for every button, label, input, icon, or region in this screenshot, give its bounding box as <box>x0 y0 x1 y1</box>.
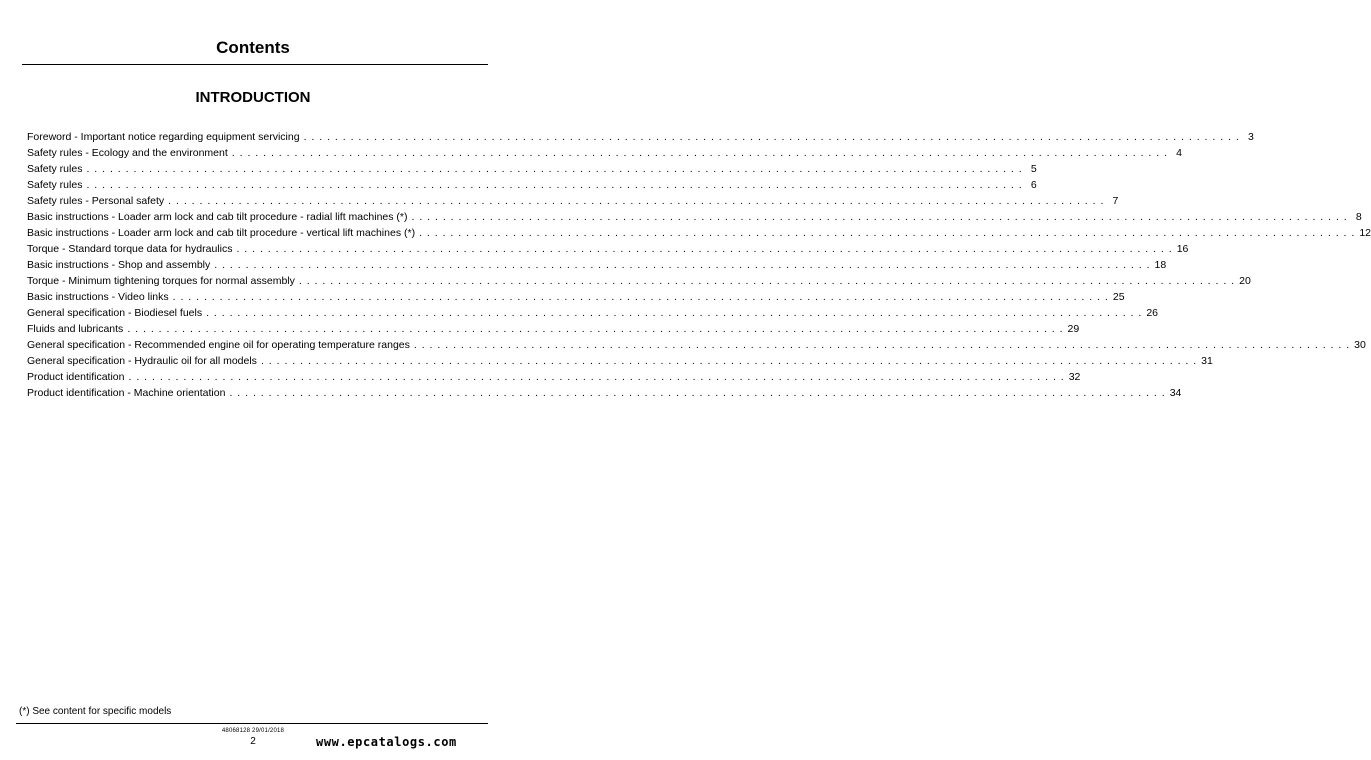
toc-dot-leader: . . . . . . . . . . . . . . . . . . . . . . . . . . . . . . . . . . . . . . . . . . . . . . . . . . . . . . . . . . . . . . . . . . . . . . . . . . . . . . . . . . . . . . . . . . . . . . . . . . . . . . . . . . . . . . . . . . . . . . . . <box>168 195 1105 207</box>
footnote: (*) See content for specific models <box>19 706 172 717</box>
toc-entry-label: Foreword - Important notice regarding equipment servicing <box>27 131 300 143</box>
toc-entry-label: Safety rules <box>27 179 83 191</box>
toc-entry[interactable] <box>27 321 1080 337</box>
toc-entry[interactable] <box>27 369 1081 385</box>
toc-entry-page: 18 <box>1154 259 1167 271</box>
toc-entry-page: 3 <box>1247 131 1254 143</box>
toc-entry[interactable] <box>27 161 1037 177</box>
toc-entry-label: Basic instructions - Video links <box>27 291 169 303</box>
toc-entry-page: 30 <box>1354 339 1366 351</box>
footer-divider <box>16 723 488 724</box>
title-divider <box>22 64 488 65</box>
toc-entry[interactable] <box>27 129 1254 145</box>
toc-entry-page: 12 <box>1359 227 1371 239</box>
toc-entry-label: Product identification - Machine orientation <box>27 387 226 399</box>
toc-entry-page: 25 <box>1112 291 1125 303</box>
toc-entry[interactable] <box>27 289 1125 305</box>
toc-dot-leader: . . . . . . . . . . . . . . . . . . . . . . . . . . . . . . . . . . . . . . . . . . . . . . . . . . . . . . . . . . . . . . . . . . . . . . . . . . . . . . . . . . . . . . . . . . . . . . . . . . . . . . . . . . . . . . . . . . . . . . . . <box>127 323 1064 335</box>
toc-dot-leader: . . . . . . . . . . . . . . . . . . . . . . . . . . . . . . . . . . . . . . . . . . . . . . . . . . . . . . . . . . . . . . . . . . . . . . . . . . . . . . . . . . . . . . . . . . . . . . . . . . . . . . . . . . . . . . . . . . . . . . . . <box>214 259 1151 271</box>
toc-entry[interactable] <box>27 241 1189 257</box>
toc-entry[interactable] <box>27 385 1182 401</box>
toc-entry-page: 7 <box>1112 195 1119 207</box>
toc-entry[interactable] <box>27 177 1037 193</box>
toc-dot-leader: . . . . . . . . . . . . . . . . . . . . . . . . . . . . . . . . . . . . . . . . . . . . . . . . . . . . . . . . . . . . . . . . . . . . . . . . . . . . . . . . . . . . . . . . . . . . . . . . . . . . . . . . . . . . . . . . . . . . . . . . <box>411 211 1348 223</box>
toc-entry-label: Basic instructions - Shop and assembly <box>27 259 211 271</box>
toc-entry-label: General specification - Recommended engine oil for operating temperature ranges <box>27 339 410 351</box>
toc-entry-page: 34 <box>1169 387 1182 399</box>
toc-entry-page: 16 <box>1176 243 1189 255</box>
toc-entry-label: Safety rules - Personal safety <box>27 195 165 207</box>
toc-dot-leader: . . . . . . . . . . . . . . . . . . . . . . . . . . . . . . . . . . . . . . . . . . . . . . . . . . . . . . . . . . . . . . . . . . . . . . . . . . . . . . . . . . . . . . . . . . . . . . . . . . . . . . . . . . . . . . . . . . . . . . . . <box>86 163 1023 175</box>
table-of-contents <box>27 129 1371 401</box>
toc-dot-leader: . . . . . . . . . . . . . . . . . . . . . . . . . . . . . . . . . . . . . . . . . . . . . . . . . . . . . . . . . . . . . . . . . . . . . . . . . . . . . . . . . . . . . . . . . . . . . . . . . . . . . . . . . . . . . . . . . . . . . . . . <box>231 147 1169 159</box>
toc-dot-leader: . . . . . . . . . . . . . . . . . . . . . . . . . . . . . . . . . . . . . . . . . . . . . . . . . . . . . . . . . . . . . . . . . . . . . . . . . . . . . . . . . . . . . . . . . . . . . . . . . . . . . . . . . . . . . . . . . . . . . . . . <box>260 355 1198 367</box>
document-reference: 48068128 29/01/2018 <box>221 728 285 734</box>
toc-entry-page: 29 <box>1067 323 1080 335</box>
toc-dot-leader: . . . . . . . . . . . . . . . . . . . . . . . . . . . . . . . . . . . . . . . . . . . . . . . . . . . . . . . . . . . . . . . . . . . . . . . . . . . . . . . . . . . . . . . . . . . . . . . . . . . . . . . . . . . . . . . . . . . . . . . . <box>298 275 1236 287</box>
toc-entry-label: Safety rules <box>27 163 83 175</box>
toc-entry-page: 20 <box>1239 275 1251 287</box>
toc-dot-leader: . . . . . . . . . . . . . . . . . . . . . . . . . . . . . . . . . . . . . . . . . . . . . . . . . . . . . . . . . . . . . . . . . . . . . . . . . . . . . . . . . . . . . . . . . . . . . . . . . . . . . . . . . . . . . . . . . . . . . . . . <box>303 131 1240 143</box>
toc-dot-leader: . . . . . . . . . . . . . . . . . . . . . . . . . . . . . . . . . . . . . . . . . . . . . . . . . . . . . . . . . . . . . . . . . . . . . . . . . . . . . . . . . . . . . . . . . . . . . . . . . . . . . . . . . . . . . . . . . . . . . . . . <box>236 243 1173 255</box>
toc-entry-page: 8 <box>1355 211 1362 223</box>
toc-dot-leader: . . . . . . . . . . . . . . . . . . . . . . . . . . . . . . . . . . . . . . . . . . . . . . . . . . . . . . . . . . . . . . . . . . . . . . . . . . . . . . . . . . . . . . . . . . . . . . . . . . . . . . . . . . . . . . . . . . . . . . . . <box>128 371 1065 383</box>
toc-dot-leader: . . . . . . . . . . . . . . . . . . . . . . . . . . . . . . . . . . . . . . . . . . . . . . . . . . . . . . . . . . . . . . . . . . . . . . . . . . . . . . . . . . . . . . . . . . . . . . . . . . . . . . . . . . . . . . . . . . . . . . . . <box>419 227 1356 239</box>
toc-dot-leader: . . . . . . . . . . . . . . . . . . . . . . . . . . . . . . . . . . . . . . . . . . . . . . . . . . . . . . . . . . . . . . . . . . . . . . . . . . . . . . . . . . . . . . . . . . . . . . . . . . . . . . . . . . . . . . . . . . . . . . . . <box>86 179 1023 191</box>
toc-entry-page: 32 <box>1068 371 1081 383</box>
toc-entry[interactable] <box>27 257 1167 273</box>
toc-entry-label: Product identification <box>27 371 125 383</box>
toc-entry[interactable] <box>27 193 1119 209</box>
page-title: Contents <box>216 38 290 57</box>
watermark: www.epcatalogs.com <box>316 735 457 749</box>
toc-entry-label: Torque - Standard torque data for hydraulics <box>27 243 233 255</box>
toc-entry[interactable] <box>27 337 1366 353</box>
toc-entry-label: Torque - Minimum tightening torques for normal assembly <box>27 275 295 287</box>
toc-entry-label: Basic instructions - Loader arm lock and cab tilt procedure - vertical lift machines (*) <box>27 227 416 239</box>
toc-dot-leader: . . . . . . . . . . . . . . . . . . . . . . . . . . . . . . . . . . . . . . . . . . . . . . . . . . . . . . . . . . . . . . . . . . . . . . . . . . . . . . . . . . . . . . . . . . . . . . . . . . . . . . . . . . . . . . . . . . . . . . . . <box>206 307 1143 319</box>
toc-entry-page: 4 <box>1176 147 1183 159</box>
toc-dot-leader: . . . . . . . . . . . . . . . . . . . . . . . . . . . . . . . . . . . . . . . . . . . . . . . . . . . . . . . . . . . . . . . . . . . . . . . . . . . . . . . . . . . . . . . . . . . . . . . . . . . . . . . . . . . . . . . . . . . . . . . . <box>172 291 1109 303</box>
toc-entry-label: Basic instructions - Loader arm lock and cab tilt procedure - radial lift machines (*) <box>27 211 408 223</box>
toc-entry-label: General specification - Hydraulic oil for all models <box>27 355 257 367</box>
toc-entry-label: Fluids and lubricants <box>27 323 124 335</box>
toc-dot-leader: . . . . . . . . . . . . . . . . . . . . . . . . . . . . . . . . . . . . . . . . . . . . . . . . . . . . . . . . . . . . . . . . . . . . . . . . . . . . . . . . . . . . . . . . . . . . . . . . . . . . . . . . . . . . . . . . . . . . . . . . <box>229 387 1166 399</box>
toc-entry-page: 26 <box>1146 307 1159 319</box>
toc-entry-page: 6 <box>1030 179 1037 191</box>
toc-entry-page: 5 <box>1030 163 1037 175</box>
toc-entry[interactable] <box>27 273 1251 289</box>
section-title: INTRODUCTION <box>195 89 311 106</box>
toc-entry[interactable] <box>27 225 1371 241</box>
toc-entry-page: 31 <box>1201 355 1213 367</box>
toc-entry[interactable] <box>27 305 1159 321</box>
toc-entry[interactable] <box>27 209 1362 225</box>
toc-entry[interactable] <box>27 353 1213 369</box>
toc-entry[interactable] <box>27 145 1183 161</box>
page-number: 2 <box>250 736 256 747</box>
toc-entry-label: General specification - Biodiesel fuels <box>27 307 203 319</box>
toc-entry-label: Safety rules - Ecology and the environment <box>27 147 228 159</box>
toc-dot-leader: . . . . . . . . . . . . . . . . . . . . . . . . . . . . . . . . . . . . . . . . . . . . . . . . . . . . . . . . . . . . . . . . . . . . . . . . . . . . . . . . . . . . . . . . . . . . . . . . . . . . . . . . . . . . . . . . . . . . . . . . <box>413 339 1351 351</box>
